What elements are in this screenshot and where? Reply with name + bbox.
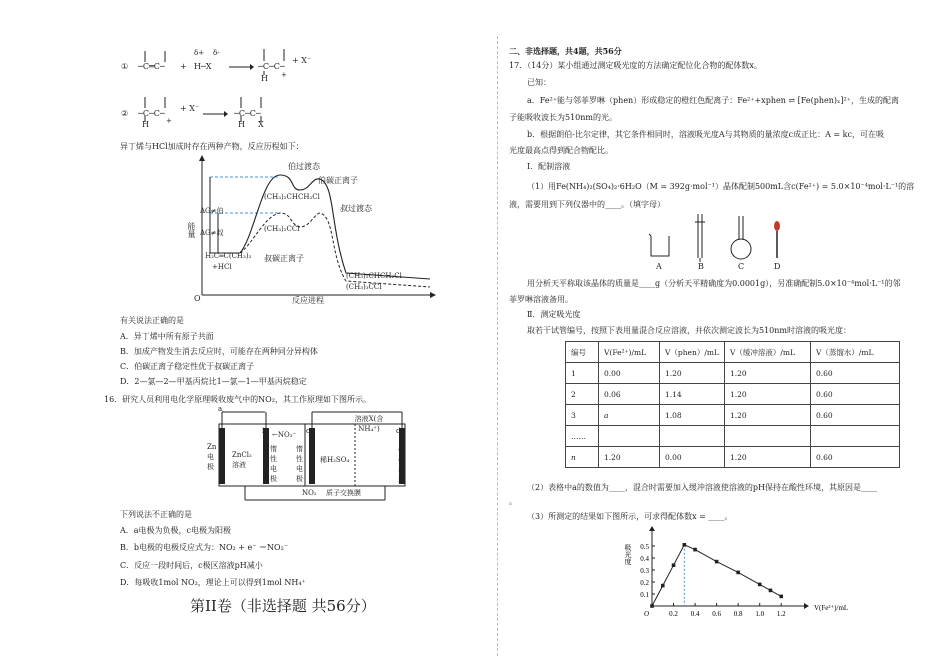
- table-header-cell: 编号: [566, 342, 599, 363]
- instrument-a-label: A: [656, 262, 662, 271]
- table-row: [566, 384, 900, 405]
- data-point: [715, 560, 719, 564]
- table-header-cell: V(Fe²⁺)/mL: [599, 342, 660, 363]
- y-tick-label: 0.2: [640, 579, 649, 587]
- mech2-cation: ─C─C─: [138, 109, 165, 118]
- instrument-b-label: B: [698, 262, 704, 271]
- table-header-row: [566, 342, 900, 363]
- table-cell: 1.20: [724, 363, 810, 384]
- column-divider: [497, 36, 498, 656]
- solution-x: 溶液X(含NH₄⁺): [354, 415, 384, 433]
- table-row: [566, 363, 900, 384]
- dg-primary: ΔG≠伯: [200, 207, 224, 215]
- mech2-x-ion: + X⁻: [180, 104, 200, 113]
- q2-line1: （2）表格中a的数值为____，混合时需要加入缓冲溶液使溶液的pH保持在酸性环境，其原因是____: [527, 483, 877, 492]
- mech1-charge: +: [281, 71, 287, 79]
- table-cell: 3: [566, 405, 599, 426]
- mech2-number: ②: [121, 109, 129, 118]
- reactant-hcl: +HCl: [212, 263, 232, 271]
- known-a-line2: 子能吸收波长为510nm的光。: [509, 113, 618, 122]
- q15-option-a: A．异丁烯中所有原子共面: [120, 332, 214, 341]
- table-cell: 0.60: [810, 405, 899, 426]
- data-point: [661, 584, 665, 588]
- q3-text: （3）所测定的结果如下图所示，可求得配体数x = ____。: [527, 512, 733, 521]
- mech1-alkene: ─C═C─: [138, 62, 165, 71]
- q1-line4: 菲罗啉溶液备用。: [509, 295, 573, 304]
- product-primary: (CH₃)₂CHCH₂Cl: [346, 272, 402, 280]
- table-row: [566, 447, 900, 468]
- q16-option-b: B．b电极的电极反应式为：NO₂ + e⁻ ＝NO₂⁻: [120, 543, 289, 552]
- q1-line3: 用分析天平称取该晶体的质量是____g（分析天平精确度为0.0001g），另准确配制5.0×10⁻⁴mol·L⁻¹的邻: [527, 279, 901, 288]
- table-cell: a: [599, 405, 660, 426]
- table-cell: 1.20: [660, 363, 725, 384]
- table-row: [566, 405, 900, 426]
- data-point: [672, 563, 676, 567]
- section-heading: 二、非选择题，共4题，共56分: [509, 46, 622, 56]
- known-b-line2: 光度最高点得到配合物配比。: [509, 146, 613, 155]
- chart-ylabel: 吸光度: [624, 544, 632, 565]
- ts-primary: 伯过渡态: [288, 162, 320, 171]
- data-point: [693, 548, 697, 552]
- data-point: [779, 595, 783, 599]
- mech2-arrow: [202, 109, 228, 119]
- diagram-xlabel: 反应进程: [292, 296, 324, 305]
- known-label: 已知：: [527, 78, 551, 87]
- table-cell: 1.20: [724, 447, 810, 468]
- zncl2-solution: ZnCl₂溶液: [232, 451, 252, 469]
- mech2-product-bonds: [233, 96, 273, 124]
- table-cell: [724, 426, 810, 447]
- mech1-plus: +: [180, 62, 187, 71]
- q16-stem2: 下列说法不正确的是: [120, 510, 192, 519]
- diagram-ylabel: 能量: [187, 222, 196, 238]
- q16-option-d: D．每吸收1mol NO₂，理论上可以得到1mol NH₄⁺: [120, 578, 306, 587]
- mech2-product-x: X: [258, 120, 264, 129]
- mech1-number: ①: [121, 62, 129, 71]
- q15-option-d: D．2—氯—2—甲基丙烷比1—氯—1—甲基丙烷稳定: [120, 377, 307, 386]
- data-point: [769, 589, 773, 593]
- mech1-arrow: [228, 62, 254, 72]
- data-point: [758, 583, 762, 587]
- x-tick-label: 0.8: [733, 610, 743, 618]
- table-cell: 1.20: [724, 384, 810, 405]
- known-b-line1: b．根据朗伯-比尔定律，其它条件相同时，溶液吸光度A与其物质的量浓度c成正比：A = kc，可在吸: [527, 130, 884, 139]
- part-ii-intro: 取若干试管编号，按照下表用量混合反应溶液，并依次测定波长为510nm时溶液的吸光度：: [527, 326, 852, 335]
- table-header-cell: V（phen）/mL: [660, 342, 725, 363]
- chart-xlabel: V(Fe²⁺)/mL: [814, 604, 849, 612]
- mech1-bonds: [257, 48, 297, 78]
- table-cell: 1: [566, 363, 599, 384]
- dg-tertiary: ΔG≠叔: [200, 229, 224, 237]
- table-cell: 1.08: [660, 405, 725, 426]
- y-tick-label: 0.5: [640, 543, 649, 551]
- y-axis-arrow: [649, 526, 655, 531]
- x-axis-arrow: [804, 603, 809, 609]
- mixing-table: [565, 341, 900, 468]
- table-cell: 1.20: [599, 447, 660, 468]
- table-cell: 0.00: [660, 447, 725, 468]
- y-tick-label: 0.1: [640, 591, 649, 599]
- mech1-hx: H─X: [194, 62, 212, 71]
- ts-tertiary: 叔过渡态: [340, 204, 372, 213]
- inert-electrode-1: 惰性电极: [270, 445, 277, 483]
- table-row: [566, 426, 900, 447]
- mech2-charge: +: [166, 117, 172, 125]
- q1-line2: 液，需要用到下列仪器中的____。（填字母）: [509, 200, 665, 209]
- q1-line1: （1）用Fe(NH₄)₂(SO₄)₂·6H₂O（M = 392g·mol⁻¹）晶体配制500mL含c(Fe²⁺) = 5.0×10⁻⁴mol·L⁻¹的溶: [527, 182, 915, 191]
- table-cell: [810, 426, 899, 447]
- table-cell: [660, 426, 725, 447]
- terminal-a: a: [218, 405, 223, 413]
- mech1-delta-minus: δ-: [213, 49, 220, 57]
- ion-primary: 伯碳正离子: [318, 176, 358, 185]
- table-cell: 0.60: [810, 447, 899, 468]
- y-tick-label: 0.4: [640, 555, 649, 563]
- q15-stem: 有关说法正确的是: [120, 316, 184, 325]
- q16-option-a: A．a电极为负极，c电极为阳极: [120, 526, 232, 535]
- q15-option-b: B．加成产物发生消去反应时，可能存在两种同分异构体: [120, 347, 318, 356]
- table-cell: [599, 426, 660, 447]
- table-cell: 1.14: [660, 384, 725, 405]
- absorbance-line: [652, 545, 781, 606]
- mech1-product: ─C─C─: [258, 62, 285, 71]
- mech1-x-ion: + X⁻: [292, 56, 312, 65]
- mech1-alkene-bonds: [137, 50, 177, 64]
- absorbance-chart: [618, 530, 849, 622]
- x-tick-label: 1.0: [755, 610, 765, 618]
- mech1-h: H: [261, 74, 268, 83]
- instrument-c-label: C: [738, 262, 745, 271]
- part-ii-heading: Ⅱ．测定吸光度: [527, 310, 581, 319]
- terminal-c: c: [306, 427, 310, 435]
- x-tick-label: 0.4: [690, 610, 700, 618]
- data-point: [736, 571, 740, 575]
- no2-label: NO₂: [302, 489, 317, 497]
- instrument-drawings: [640, 212, 790, 262]
- x-tick-label: 0.6: [712, 610, 721, 618]
- table-cell: 0.00: [599, 363, 660, 384]
- inert-electrode-3: 惰性电极: [398, 447, 405, 485]
- inert-electrode-2: 惰性电极: [296, 445, 303, 483]
- diagram-intro: 异丁烯与HCl加成时存在两种产物，反应历程如下：: [120, 142, 304, 151]
- nitrate-arrow: ←NO₃⁻: [272, 431, 297, 439]
- mech1-delta-plus: δ+: [194, 49, 205, 57]
- zn-electrode: Zn电极: [207, 443, 217, 471]
- y-tick-label: 0.3: [640, 567, 649, 575]
- q15-option-c: C．伯碳正离子稳定性优于叔碳正离子: [120, 362, 255, 371]
- table-header-cell: V（蒸馏水）/mL: [810, 342, 899, 363]
- product-tertiary: (CH₃)₃CCl: [346, 283, 382, 291]
- reactant-alkene: H₂C═C(CH₃)₂: [205, 252, 252, 260]
- q16-stem: 16．研究人员利用电化学原理吸收废气中的NO₂，其工作原理如下图所示。: [104, 395, 371, 404]
- chart-origin: O: [644, 610, 650, 618]
- part-i-heading: Ⅰ．配制溶液: [527, 162, 571, 171]
- q2-line2: 。: [509, 497, 517, 506]
- table-cell: 2: [566, 384, 599, 405]
- q16-option-c: C．反应一段时间后，c极区溶液pH减小: [120, 561, 263, 570]
- mech2-product: ─C─C─: [234, 109, 261, 118]
- mech2-h: H: [142, 120, 149, 129]
- table-cell: 1.20: [724, 405, 810, 426]
- table-header-cell: V（缓冲溶液）/mL: [724, 342, 810, 363]
- known-a-line1: a．Fe²⁺能与邻菲罗啉（phen）形成稳定的橙红色配离子：Fe²⁺+xphen ⇌ [Fe(phen)ₓ]²⁺，生成的配离: [527, 96, 899, 105]
- ion-primary-formula: (CH₃)₂CHCH₂Cl: [264, 193, 320, 201]
- data-point: [683, 543, 687, 547]
- mech2-product-h: H: [238, 120, 245, 129]
- section-ii-title: 第II卷（非选择题 共56分）: [190, 597, 376, 615]
- x-tick-label: 0.2: [669, 610, 678, 618]
- mech2-bonds: [137, 96, 177, 124]
- table-cell: ……: [566, 426, 599, 447]
- terminal-b: b: [262, 427, 267, 435]
- diagram-origin: O: [194, 294, 201, 303]
- q17-heading: 17．（14分）某小组通过测定吸光度的方法确定配位化合物的配体数x。: [509, 61, 762, 70]
- dilute-h2so4: 稀H₂SO₄: [320, 456, 350, 464]
- table-cell: 0.60: [810, 363, 899, 384]
- terminal-d: d: [396, 427, 401, 435]
- instrument-d-label: D: [774, 262, 781, 271]
- table-cell: n: [566, 447, 599, 468]
- ion-tertiary: 叔碳正离子: [264, 254, 304, 263]
- x-tick-label: 1.2: [776, 610, 786, 618]
- data-point: [650, 604, 654, 608]
- table-cell: 0.06: [599, 384, 660, 405]
- proton-membrane: 质子交换膜: [326, 489, 361, 497]
- table-cell: 0.60: [810, 384, 899, 405]
- ion-tertiary-formula: (CH₃)₂CCl: [264, 225, 300, 233]
